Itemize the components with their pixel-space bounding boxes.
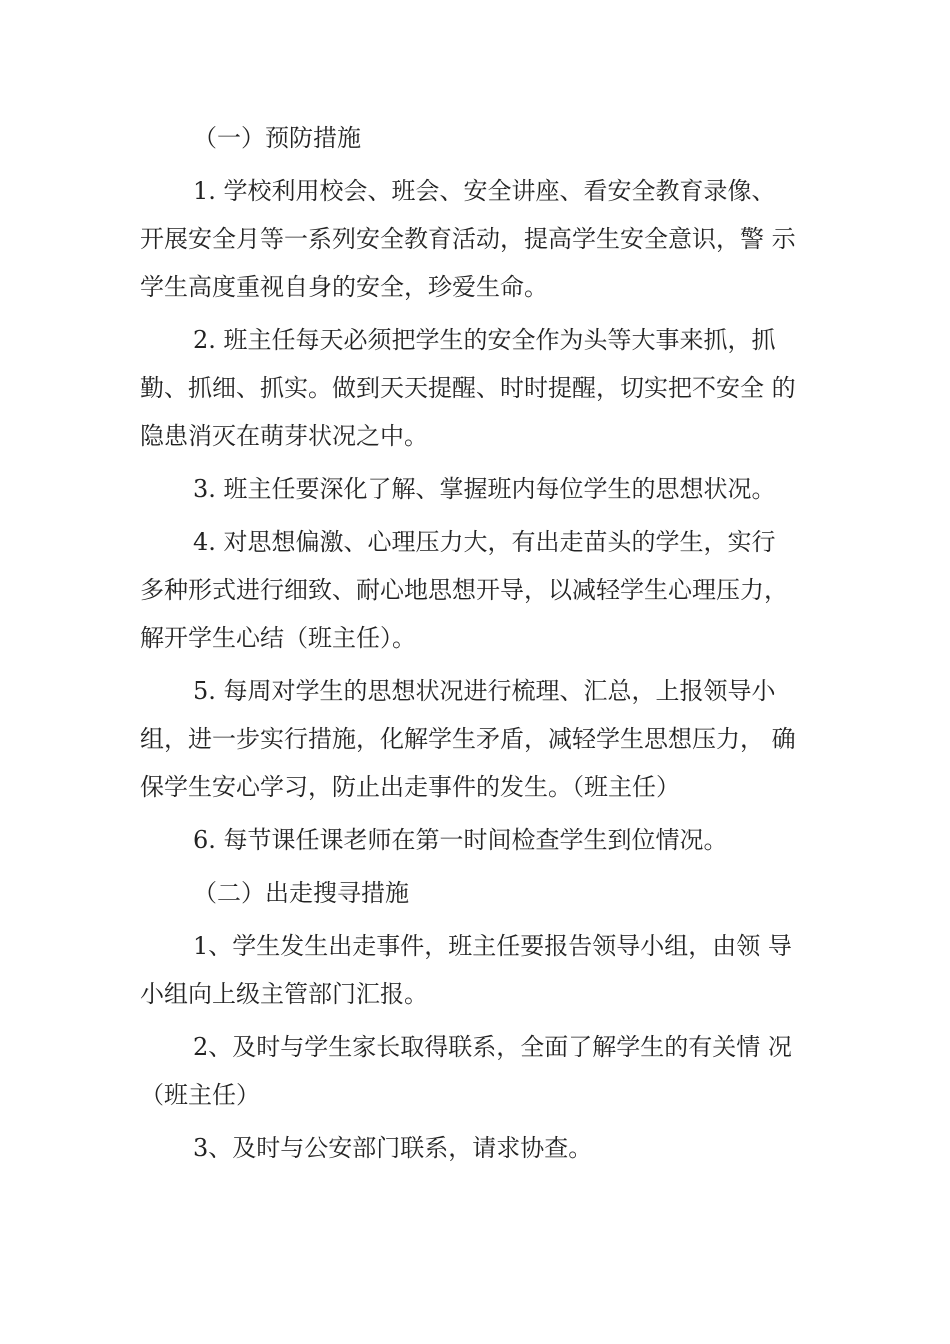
paragraph-line: 勤、抓细、抓实。做到天天提醒、时时提醒，切实把不安全 的 xyxy=(140,374,796,402)
paragraph-line: 组，进一步实行措施，化解学生矛盾，减轻学生思想压力， 确 xyxy=(140,725,796,753)
prevention-heading: （一）预防措施 xyxy=(193,124,361,152)
paragraph-line: （班主任） xyxy=(140,1081,260,1109)
prevention-item-5 xyxy=(140,667,815,811)
paragraph-line: 1、学生发生出走事件，班主任要报告领导小组，由领 导 xyxy=(193,932,792,960)
prevention-item-3 xyxy=(140,465,815,513)
paragraph-line: 开展安全月等一系列安全教育活动，提高学生安全意识，警 示 xyxy=(140,225,796,253)
paragraph-line: 4. 对思想偏激、心理压力大，有出走苗头的学生，实行 xyxy=(193,528,776,556)
paragraph-line: 学生高度重视自身的安全，珍爱生命。 xyxy=(140,273,548,301)
paragraph-line: 2、及时与学生家长取得联系，全面了解学生的有关情 况 xyxy=(193,1033,792,1061)
prevention-item-1 xyxy=(140,167,815,311)
document-body xyxy=(140,114,815,1177)
paragraph-line: 保学生安心学习，防止出走事件的发生。（班主任） xyxy=(140,773,680,801)
prevention-item-2 xyxy=(140,316,815,460)
prevention-item-4 xyxy=(140,518,815,662)
prevention-item-6 xyxy=(140,816,815,864)
paragraph-line: 6. 每节课任课老师在第一时间检查学生到位情况。 xyxy=(193,826,728,854)
paragraph-line: 1. 学校利用校会、班会、安全讲座、看安全教育录像、 xyxy=(193,177,776,205)
search-item-3 xyxy=(140,1124,815,1172)
search-item-1 xyxy=(140,922,815,1018)
search-heading: （二）出走搜寻措施 xyxy=(193,879,409,907)
paragraph-line: 隐患消灭在萌芽状况之中。 xyxy=(140,422,428,450)
paragraph-line: 3. 班主任要深化了解、掌握班内每位学生的思想状况。 xyxy=(193,475,776,503)
paragraph-line: 2. 班主任每天必须把学生的安全作为头等大事来抓，抓 xyxy=(193,326,776,354)
paragraph-line: 小组向上级主管部门汇报。 xyxy=(140,980,428,1008)
paragraph-line: 3、及时与公安部门联系，请求协查。 xyxy=(193,1134,593,1162)
paragraph-line: 5. 每周对学生的思想状况进行梳理、汇总，上报领导小 xyxy=(193,677,776,705)
paragraph-line: 多种形式进行细致、耐心地思想开导，以减轻学生心理压力， xyxy=(140,576,788,604)
paragraph-line: 解开学生心结（班主任）。 xyxy=(140,624,416,652)
search-item-2 xyxy=(140,1023,815,1119)
